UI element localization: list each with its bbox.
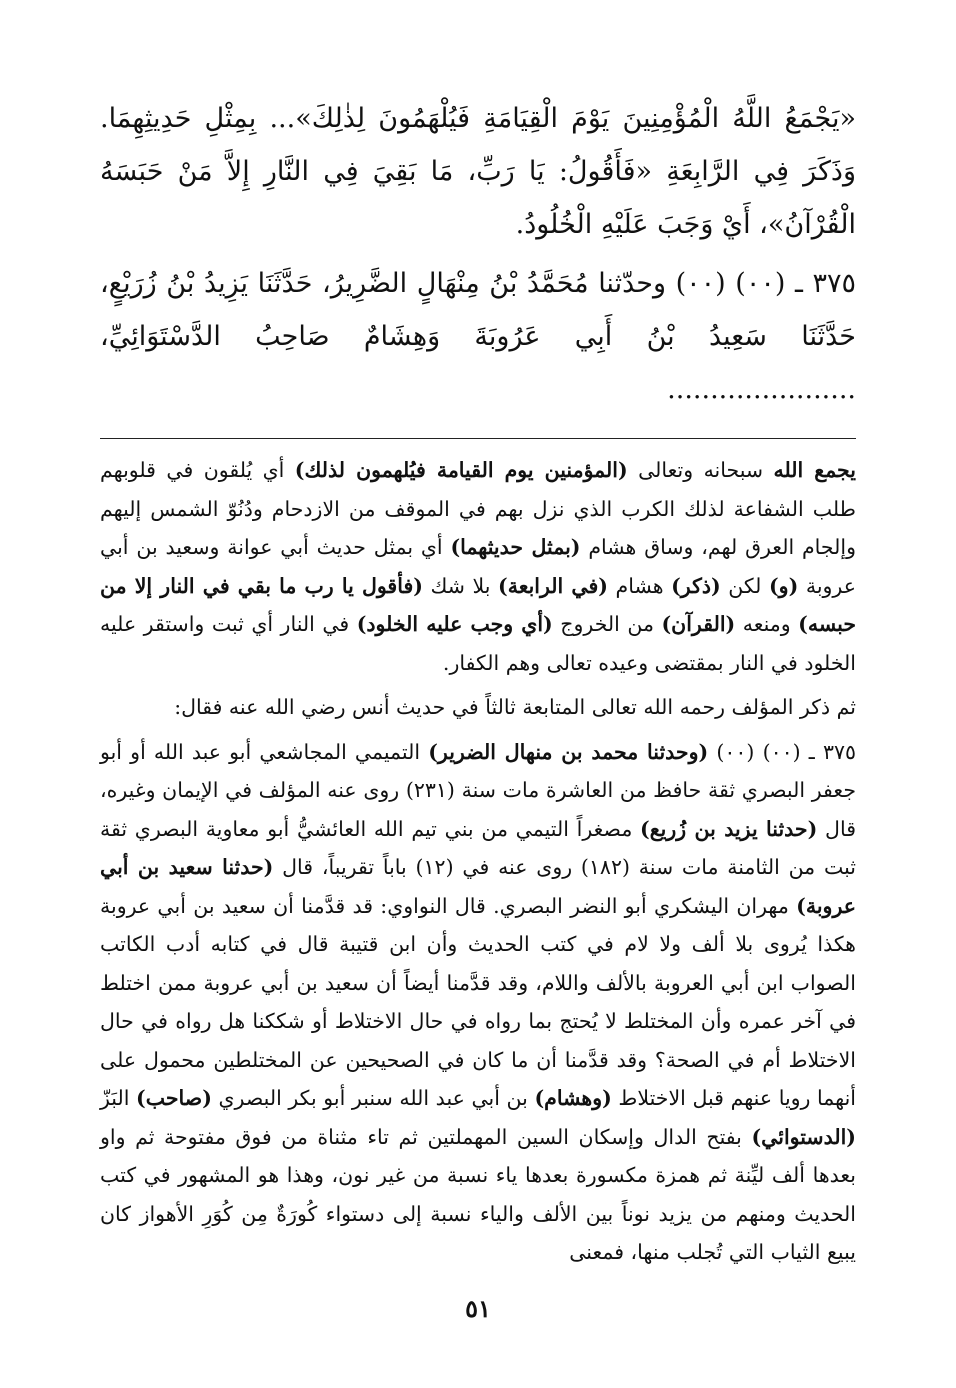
text-span: أي يُلقون في قلوبهم طلب الشفاعة لذلك الكرب الذي نزل بهم في الموقف من الازدحام ودُنُوّ الشمس إليهم وإلجام العرق لهم، وساق هشام (100, 458, 856, 559)
bold-span: (الدستوائي) (751, 1124, 856, 1149)
text-span: مصغراً التيمي من بني تيم الله العائشيُّ أبو معاوية البصري ثقة ثبت من الثامنة مات سنة (١٨٢) روى عنه في (١٢) باباً تقريباً، قال (100, 816, 856, 879)
bold-span: (و) (768, 573, 799, 598)
text-span: ٣٧٥ ـ (٠٠) (٠٠) (708, 739, 857, 764)
bold-span: (أي وجب عليه الخلود) (356, 612, 553, 636)
bold-span: (حدثنا يزيد بن زُريع) (640, 816, 818, 841)
page-number: ٥١ (465, 1294, 491, 1323)
separator-rule (100, 438, 856, 439)
text-span: بلا شك (422, 573, 498, 598)
bold-span: (فأقول يا رب ما بقي في النار إلا من حبسه) (100, 573, 857, 636)
text-span: هشام (607, 573, 672, 598)
hadith-paragraph: ٣٧٥ ـ (٠٠) (٠٠) وحدّثنا مُحَمَّدُ بْنُ مِنْهَالٍ الضَّرِيرُ، حَدَّثَنَا يَزِيدُ بْنُ زُرَيْعٍ، حَدَّثَنَا سَعِيدُ بْنُ أَبِي عَرُوبَةَ وَهِشَامٌ صَاحِبُ الدَّسْتَوَائِيِّ، ...................... (100, 268, 857, 405)
bold-span: (وحدثنا محمد بن منهال الضرير) (428, 739, 709, 764)
text-span: لكن (720, 573, 769, 598)
text-span: من الخروج (552, 612, 662, 636)
bold-span: (القرآن) (661, 612, 736, 636)
commentary-paragraph (100, 451, 856, 682)
bold-span: (وهشام) (534, 1086, 612, 1110)
text-span: البَزّ (100, 1086, 137, 1110)
commentary-paragraph: ثم ذكر المؤلف رحمه الله تعالى المتابعة ثالثاً في حديث أنس رضي الله عنه فقال: (174, 695, 856, 719)
bold-span: (حدثنا سعيد بن أبي عروبة) (100, 855, 856, 918)
commentary-paragraph (100, 733, 856, 1272)
bold-span: (ذكر) (671, 573, 721, 598)
bold-span: (في الرابعة) (498, 573, 608, 598)
hadith-text-block (100, 92, 856, 416)
text-span: بفتح الدال وإسكان السين المهملتين ثم تاء مثناة من فوق مفتوحة ثم واو بعدها ألف ليِّنة ثم همزة مكسورة بعدها ياء نسبة من غير نون، وهذا هو المشهور في كتب الحديث ومنهم من يزيد نوناً بين الألف والياء نسبة إلى دستواء كُورَةٌ مِن كُوَرِ الأهواز كان يبيع الثياب التي تُجلب منها، فمعنى (100, 1124, 856, 1264)
text-span: في النار أي ثبت واستقر عليه الخلود في النار بمقتضى وعيده تعالى وهم الكفار. (100, 612, 856, 675)
commentary-block (100, 451, 856, 1272)
text-span: أي بمثل حديث أبي عوانة وسعيد بن أبي عروبة (100, 535, 856, 598)
bold-span: (المؤمنين يوم القيامة فيُلهمون لذلك) (294, 458, 628, 482)
bold-span: يجمع الله (773, 458, 856, 482)
text-span: ومنعه (735, 612, 799, 636)
text-span: بن أبي عبد الله سنبر أبو بكر البصري (211, 1086, 535, 1110)
text-span: التميمي المجاشعي أبو عبد الله أو أبو جعفر البصري ثقة حافظ من العاشرة مات سنة (٢٣١) روى عنه المؤلف في الإيمان وغيره، قال (100, 739, 856, 841)
hadith-paragraph: «يَجْمَعُ اللَّهُ الْمُؤْمِنِينَ يَوْمَ الْقِيَامَةِ فَيُلْهَمُونَ لِذٰلِكَ»... بِمِثْلِ حَدِيثِهِمَا. وَذَكَرَ فِي الرَّابِعَةِ «فَأَقُولُ: يَا رَبِّ، مَا بَقِيَ فِي النَّارِ إِلاَّ مَنْ حَبَسَهُ الْقُرْآنُ»، أَيْ وَجَبَ عَلَيْهِ الْخُلُودُ. (100, 103, 856, 240)
text-span: سبحانه وتعالى (627, 458, 774, 482)
bold-span: (بمثل حديثهما) (450, 535, 581, 559)
text-span: مهران اليشكري أبو النضر البصري. قال النواوي: قد قدَّمنا أن سعيد بن أبي عروبة هكذا يُروى بلا ألف ولا لام في كتب الحديث وأن ابن قتيبة قال في كتابه أدب الكاتب الصواب ابن أبي العروبة بالألف واللام، وقد قدَّمنا أيضاً أن سعيد بن أبي عروبة ممن اختلط في آخر عمره وأن المختلط لا يُحتج بما رواه في حال الاختلاط أو شككنا هل رواه في حال الاختلاط أم في الصحة؟ وقد قدَّمنا أن ما كان في الصحيحين عن المختلطين محمول على أنهما رويا عنهم قبل الاختلاط (100, 893, 856, 1110)
bold-span: (صاحب) (136, 1086, 212, 1110)
